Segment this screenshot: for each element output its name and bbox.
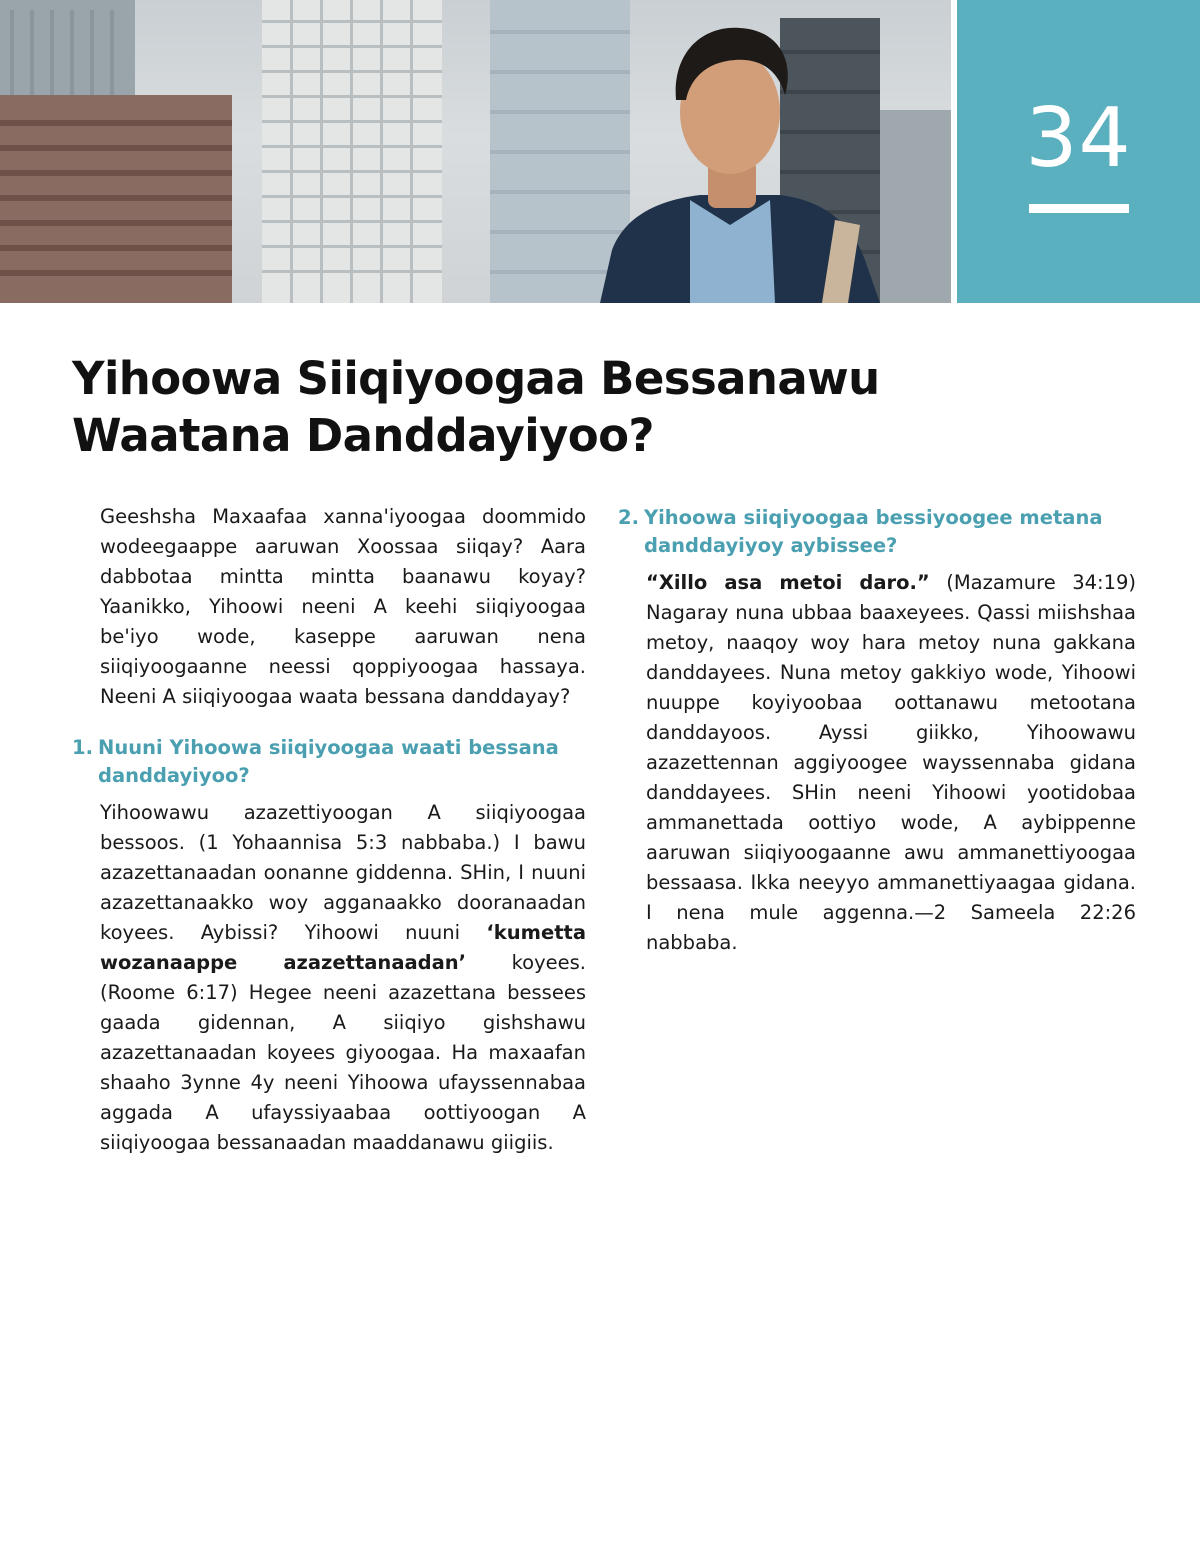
hero-photo: [0, 0, 951, 303]
section-2-question: Yihoowa siiqiyoogaa bessiyoogee metana danddayiyoy aybissee?: [644, 506, 1103, 557]
section-2-number: 2.: [618, 506, 639, 529]
page-title: [72, 350, 1072, 464]
left-column: [72, 502, 586, 1158]
title-line-2: Waatana Danddayiyoo?: [72, 409, 654, 462]
section-1-bold-quote: ‘kumetta wozanaappe azazettanaadan’: [100, 921, 586, 974]
title-line-1: Yihoowa Siiqiyoogaa Bessanawu: [72, 352, 880, 405]
section-1-number: 1.: [72, 736, 93, 759]
section-1-heading: [72, 734, 586, 790]
hero: [0, 0, 1200, 303]
section-2-paragraph: [646, 568, 1136, 958]
section-1-paragraph: [100, 798, 586, 1158]
section-2-heading: [618, 504, 1136, 560]
intro-paragraph: Geeshsha Maxaafaa xanna'iyoogaa doommido wodeegaappe aaruwan Xoossaa siiqay? Aara dabbotaa mintta mintta baanawu koyay? Yaanikko, Yihoowi neeni A keehi siiqiyoogaa be'iyo wode, kaseppe aaruwan nena siiqiyoogaanne neessi qoppiyoogaa hassaya. Neeni A siiqiyoogaa waata bessana danddayay?: [100, 505, 586, 708]
city-portrait-illustration: [0, 0, 951, 303]
section-2-text-a: (Mazamure 34:19) Nagaray nuna ubbaa baaxeyees. Qassi miishshaa metoy, naaqoy woy hara metoy nuna gakkana danddayees. Nuna metoy gakkiyo wode, Yihoowi nuuppe koyiyoobaa oottanawu metootana danddayoos. Ayssi giikko, Yihoowawu azazettennan aggiyoogee wayssennaba gidana danddayees. SHin neeni Yihoowi yootidobaa ammanettada oottiyo wode, A aybippenne aaruwan siiqiyoogaanne awu ammanettiyoogaa bessaasa. Ikka neeyyo ammanettiyaagaa gidana. I nena mule aggenna.—2 Sameela 22:26 nabbaba.: [646, 571, 1136, 954]
section-1-text-b: koyees. (Roome 6:17) Hegee neeni azazettana bessees gaada gidennan, A siiqiyo gishshawu azazettanaadan koyees giyoogaa. Ha maxaafan shaaho 3ynne 4y neeni Yihoowa ufayssennabaa aggada A ufayssiyaabaa oottiyoogan A siiqiyoogaa bessanaadan maaddanawu giigiis.: [100, 951, 587, 1154]
badge-underline: [1029, 204, 1129, 213]
section-2-bold-quote: “Xillo asa metoi daro.”: [646, 571, 930, 594]
lesson-number: 34: [1025, 91, 1132, 186]
section-1-text-a: Yihoowawu azazettiyoogan A siiqiyoogaa bessoos. (1 Yohaannisa 5:3 nabbaba.) I bawu azazettanaadan oonanne giddenna. SHin, I nuuni azazettanaakko woy agganaakko dooranaadan koyees. Aybissi? Yihoowi nuuni: [100, 801, 586, 944]
lesson-badge: [957, 0, 1200, 303]
right-column: [618, 502, 1136, 958]
section-1-question: Nuuni Yihoowa siiqiyoogaa waati bessana danddayiyoo?: [98, 736, 559, 787]
